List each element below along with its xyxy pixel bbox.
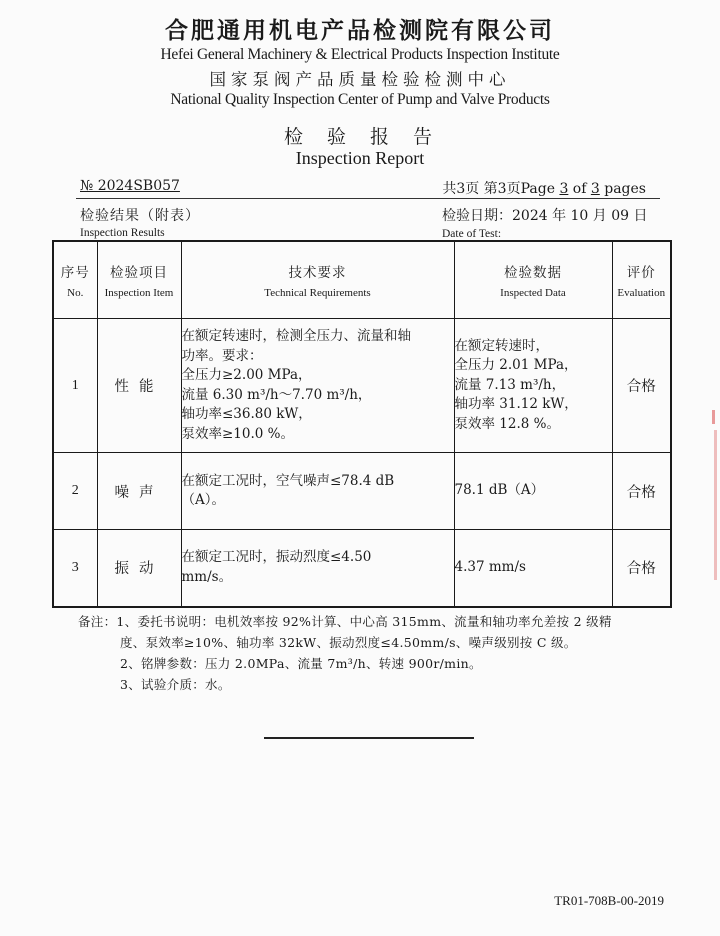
- req-line: 在额定工况时，振动烈度≤4.50: [181, 549, 372, 566]
- table-header-row: [53, 241, 671, 319]
- org-name-cn: 合肥通用机电产品检测院有限公司: [165, 17, 555, 44]
- header-no: [53, 241, 97, 319]
- data-line: 轴功率 31.12 kW，: [454, 396, 578, 413]
- report-number-text: № 2024SB057: [80, 178, 180, 194]
- req-line: 泵效率≥10.0 %。: [181, 425, 294, 442]
- note-line: 度、泵效率≥10%、轴功率 32kW、振动烈度≤4.50mm/s、噪声级别按 C 级。: [120, 635, 577, 650]
- row-evaluation: 合格: [612, 453, 671, 530]
- header-no-cn: 序号: [60, 265, 90, 281]
- header-eval-cn: 评价: [626, 265, 656, 281]
- table-row: [53, 530, 671, 607]
- table-row: [53, 453, 671, 530]
- data-line: 流量 7.13 m³/h，: [454, 376, 566, 393]
- row-requirements: [181, 530, 454, 607]
- req-line: mm/s。: [181, 568, 233, 585]
- header-item: [97, 241, 181, 319]
- report-title-en: Inspection Report: [295, 148, 425, 168]
- page-current: 3: [559, 181, 569, 197]
- header-data-cn: 检验数据: [504, 265, 562, 281]
- header-req-cn: 技术要求: [288, 265, 347, 281]
- row-evaluation: 合格: [612, 530, 671, 607]
- data-line: 泵效率 12.8 %。: [454, 415, 560, 432]
- header-data-en: Inspected Data: [500, 287, 566, 299]
- header-data: [454, 241, 612, 319]
- row-evaluation: 合格: [612, 319, 671, 453]
- row-item: 振动: [97, 530, 181, 607]
- data-line: 在额定转速时，: [454, 337, 549, 354]
- row-no: 2: [53, 453, 97, 530]
- end-of-report-line: [264, 737, 474, 739]
- page-indicator: [442, 178, 646, 198]
- req-line: 轴功率≤36.80 kW，: [181, 406, 312, 422]
- test-date-label: 检验日期：: [442, 208, 512, 224]
- results-title-en: Inspection Results: [80, 227, 165, 239]
- row-requirements: [181, 453, 454, 530]
- center-name-cn: 国家泵阀产品质量检验检测中心: [209, 70, 511, 89]
- test-date-value: 2024 年 10 月 09 日: [512, 208, 648, 224]
- req-line: 在额定转速时，检测全压力、流量和轴: [181, 328, 411, 344]
- report-title-cn: 检验报告: [283, 126, 456, 148]
- form-code: TR01-708B-00-2019: [554, 893, 664, 908]
- stamp-edge-mark: [712, 410, 715, 424]
- page-total: 3: [590, 181, 600, 197]
- page-of: of: [568, 181, 591, 197]
- row-item: 性能: [97, 319, 181, 453]
- req-line: （A）。: [181, 492, 225, 508]
- row-item: 噪声: [97, 453, 181, 530]
- req-line: 在额定工况时，空气噪声≤78.4 dB: [181, 472, 395, 489]
- note-line: 2、铭牌参数：压力 2.0MPa、流量 7m³/h、转速 900r/min。: [120, 656, 482, 671]
- data-line: 78.1 dB（A）: [454, 482, 545, 499]
- req-line: 功率。要求：: [181, 347, 263, 364]
- row-no: 3: [53, 530, 97, 607]
- row-requirements: [181, 319, 454, 453]
- header-divider: [76, 198, 660, 199]
- page-suffix: pages: [599, 181, 646, 197]
- req-line: 流量 6.30 m³/h～7.70 m³/h，: [181, 386, 372, 403]
- req-line: 全压力≥2.00 MPa，: [181, 367, 312, 383]
- stamp-edge-mark: [714, 430, 717, 580]
- data-line: 4.37 mm/s: [454, 559, 526, 575]
- page-prefix: 共3页 第3页Page: [442, 181, 560, 197]
- header-evaluation: [612, 241, 671, 319]
- org-name-en: Hefei General Machinery & Electrical Products Inspection Institute: [160, 46, 560, 63]
- row-data: [454, 453, 612, 530]
- header-requirements: [181, 241, 454, 319]
- results-title-cn: 检验结果（附表）: [80, 208, 200, 224]
- note-line: 3、试验介质：水。: [120, 677, 231, 692]
- center-name-en: National Quality Inspection Center of Pump and Valve Products: [170, 91, 550, 108]
- data-line: 全压力 2.01 MPa，: [454, 357, 578, 374]
- results-table: [52, 240, 672, 608]
- row-data: [454, 319, 612, 453]
- header-req-en: Technical Requirements: [264, 287, 371, 299]
- row-no: 1: [53, 319, 97, 453]
- header-eval-en: Evaluation: [617, 287, 666, 299]
- row-data: [454, 530, 612, 607]
- header-item-cn: 检验项目: [110, 265, 168, 281]
- report-number: [80, 178, 180, 194]
- header-no-en: No.: [67, 287, 84, 299]
- test-date-label-en: Date of Test:: [442, 228, 502, 240]
- header-item-en: Inspection Item: [104, 287, 174, 299]
- note-line: 备注：1、委托书说明：电机效率按 92%计算、中心高 315mm、流量和轴功率允差按 2 级精: [78, 614, 612, 629]
- test-date: [442, 205, 648, 225]
- table-row: [53, 319, 671, 453]
